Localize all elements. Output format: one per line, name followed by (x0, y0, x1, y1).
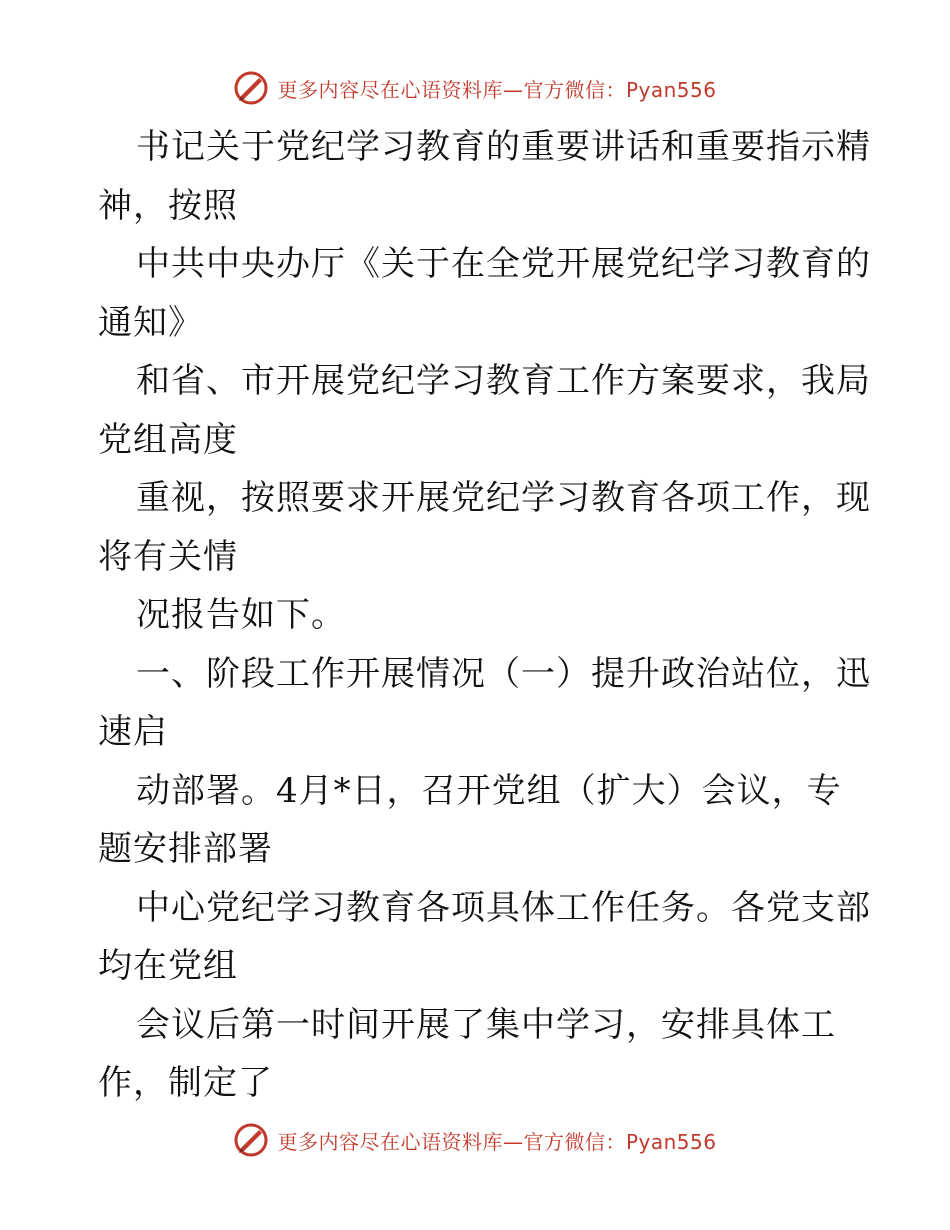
body-line: 作，制定了 (98, 1063, 273, 1103)
footer-banner-text: 更多内容尽在心语资料库—官方微信：Pyan556 (277, 1129, 717, 1154)
body-line: 动部署。4月*日，召开党组（扩大）会议，专 (136, 770, 842, 811)
body-line: 党组高度 (98, 419, 238, 460)
document-body (98, 118, 871, 1113)
header-banner-text: 更多内容尽在心语资料库—官方微信：Pyan556 (277, 77, 717, 102)
body-line: 均在党组 (98, 946, 238, 986)
body-line: 将有关情 (98, 536, 238, 577)
body-line: 一、阶段工作开展情况（一）提升政治站位，迅 (136, 653, 871, 694)
footer-banner (0, 1122, 950, 1158)
body-line: 中共中央办厅《关于在全党开展党纪学习教育的 (136, 244, 871, 284)
body-line: 中心党纪学习教育各项具体工作任务。各党支部 (136, 887, 871, 928)
pen-logo-icon (233, 70, 269, 106)
pen-logo-icon (233, 1122, 269, 1158)
body-line: 神，按照 (98, 185, 238, 226)
body-line: 书记关于党纪学习教育的重要讲话和重要指示精 (136, 127, 871, 167)
body-line: 会议后第一时间开展了集中学习，安排具体工 (136, 1004, 836, 1045)
body-line: 和省、市开展党纪学习教育工作方案要求，我局 (136, 361, 871, 401)
body-line: 速启 (98, 712, 168, 752)
header-banner (0, 70, 950, 106)
body-line: 况报告如下。 (136, 595, 346, 635)
body-line: 题安排部署 (98, 829, 273, 869)
body-line: 通知》 (98, 302, 203, 343)
body-line: 重视，按照要求开展党纪学习教育各项工作，现 (136, 478, 871, 518)
